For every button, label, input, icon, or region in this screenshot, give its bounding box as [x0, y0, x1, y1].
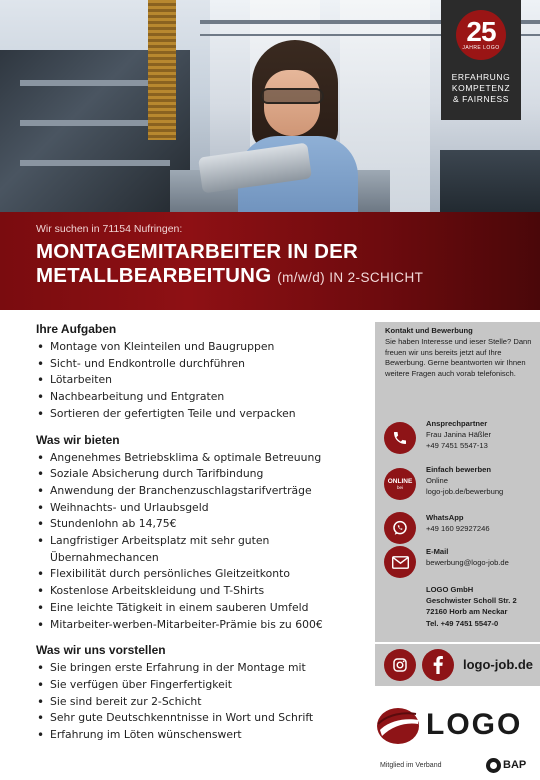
section-title: Was wir uns vorstellen: [36, 643, 166, 658]
address-line: 72160 Horb am Neckar: [426, 607, 508, 617]
contact-line: +49 160 92927246: [426, 524, 490, 534]
contact-line[interactable]: bewerbung@logo-job.de: [426, 558, 509, 568]
job-title-line2-wrap: [36, 264, 516, 290]
task-list: [36, 339, 366, 423]
mail-icon[interactable]: [384, 546, 416, 578]
list-item: • Nachbearbeitung und Entgraten: [36, 389, 366, 406]
list-item: • Sie sind bereit zur 2-Schicht: [36, 694, 366, 711]
worker-figure: [238, 40, 358, 212]
online-badge-label: ONLINE: [387, 477, 413, 485]
anniversary-number: 25: [466, 16, 496, 47]
list-item: • Flexibilität durch persönliches Gleitzeitkonto: [36, 566, 366, 583]
list-item: • Erfahrung im Löten wünschenswert: [36, 727, 366, 744]
section-offer: [36, 433, 366, 634]
section-profile: [36, 643, 366, 744]
contact-heading: Einfach bewerben: [426, 465, 491, 474]
contact-line: Frau Janina Häßler: [426, 430, 491, 440]
list-item: • Sicht- und Endkontrolle durchführen: [36, 356, 366, 373]
list-item: • Kostenlose Arbeitskleidung und T-Shirts: [36, 583, 366, 600]
machine-right: [440, 150, 540, 212]
job-title: [36, 240, 516, 290]
anniversary-word: ERFAHRUNG: [451, 72, 511, 82]
profile-list: [36, 660, 366, 744]
company-logo: [376, 706, 536, 746]
list-item: • Montage von Kleinteilen und Baugruppen: [36, 339, 366, 356]
list-item: • Sortieren der gefertigten Teile und verpacken: [36, 406, 366, 423]
contact-sidebar: [375, 322, 540, 642]
list-item: • Langfristiger Arbeitsplatz mit sehr guten Übernahmechancen: [36, 533, 366, 566]
list-item: • Soziale Absicherung durch Tarifbindung: [36, 466, 366, 483]
membership-text: Mitglied im Verband: [380, 762, 442, 769]
bap-logo: [486, 757, 526, 773]
section-tasks: [36, 322, 366, 423]
list-item: • Eine leichte Tätigkeit in einem sauberen Umfeld: [36, 600, 366, 617]
contact-line: +49 7451 5547-13: [426, 441, 488, 451]
main-content: [36, 322, 366, 754]
contact-heading: E-Mail: [426, 547, 449, 556]
safety-goggles: [260, 88, 324, 104]
hero-photo: [0, 0, 540, 212]
logo-wordmark: LOGO: [426, 708, 523, 741]
copper-coil: [148, 0, 176, 140]
facebook-icon[interactable]: [422, 649, 454, 681]
list-item: • Sie verfügen über Fingerfertigkeit: [36, 677, 366, 694]
website-link[interactable]: logo-job.de: [463, 657, 534, 672]
bap-text: BAP: [503, 759, 527, 771]
contact-text: [426, 418, 538, 452]
contact-text: [426, 546, 538, 568]
contact-line[interactable]: logo-job.de/bewerbung: [426, 487, 504, 497]
list-item: • Sehr gute Deutschkenntnisse in Wort und Schrift: [36, 710, 366, 727]
job-title-line1: MONTAGEMITARBEITER IN DER: [36, 240, 358, 263]
anniversary-badge: [441, 0, 521, 120]
contact-intro-title: Kontakt und Bewerbung: [385, 326, 473, 335]
address-line: Tel. +49 7451 5547-0: [426, 618, 499, 628]
logo-mark-icon: [376, 706, 420, 746]
contact-heading: WhatsApp: [426, 513, 464, 522]
instagram-icon[interactable]: [384, 649, 416, 681]
contact-text: [426, 464, 538, 498]
contact-intro-text: Sie haben Interesse und ieser Stelle? Dann freuen wir uns bereits jetzt auf Ihre Bewerbung. Gerne beantworten wir Ihnen weitere Fragen auch vorab telefonisch.: [385, 336, 532, 379]
location-kicker: Wir suchen in 71154 Nufringen:: [36, 223, 183, 235]
list-item: • Stundenlohn ab 14,75€: [36, 516, 366, 533]
list-item: • Mitarbeiter-werben-Mitarbeiter-Prämie bis zu 600€: [36, 617, 366, 634]
whatsapp-icon[interactable]: [384, 512, 416, 544]
anniversary-years: JAHRE LOGO: [462, 45, 500, 51]
anniversary-word: & FAIRNESS: [452, 94, 510, 104]
bap-mark-icon: [486, 758, 501, 773]
phone-icon[interactable]: [384, 422, 416, 454]
company-address: [426, 584, 538, 629]
job-title-suffix: (m/w/d) IN 2-SCHICHT: [277, 270, 424, 285]
section-title: Was wir bieten: [36, 432, 120, 447]
online-apply-icon[interactable]: [384, 468, 416, 500]
section-title: Ihre Aufgaben: [36, 322, 117, 336]
title-banner: [0, 212, 540, 310]
job-title-line2: METALLBEARBEITUNG: [36, 264, 272, 287]
contact-text: [426, 512, 538, 534]
list-item: • Lötarbeiten: [36, 372, 366, 389]
list-item: • Sie bringen erste Erfahrung in der Montage mit: [36, 660, 366, 677]
offer-list: [36, 450, 366, 634]
contact-heading: Ansprechpartner: [426, 419, 488, 428]
contact-line: Online: [426, 476, 448, 486]
list-item: • Anwendung der Branchenzuschlagstarifverträge: [36, 483, 366, 500]
anniversary-word: KOMPETENZ: [451, 83, 511, 93]
anniversary-words: [441, 72, 521, 105]
social-bar: [375, 644, 540, 686]
contact-intro: [385, 326, 535, 380]
address-line: LOGO GmbH: [426, 585, 474, 594]
online-badge-sub: bei: [396, 484, 403, 490]
list-item: • Weihnachts- und Urlaubsgeld: [36, 500, 366, 517]
address-line: Geschwister Scholl Str. 2: [426, 596, 517, 606]
anniversary-circle: [456, 10, 506, 60]
list-item: • Angenehmes Betriebsklima & optimale Betreuung: [36, 450, 366, 467]
